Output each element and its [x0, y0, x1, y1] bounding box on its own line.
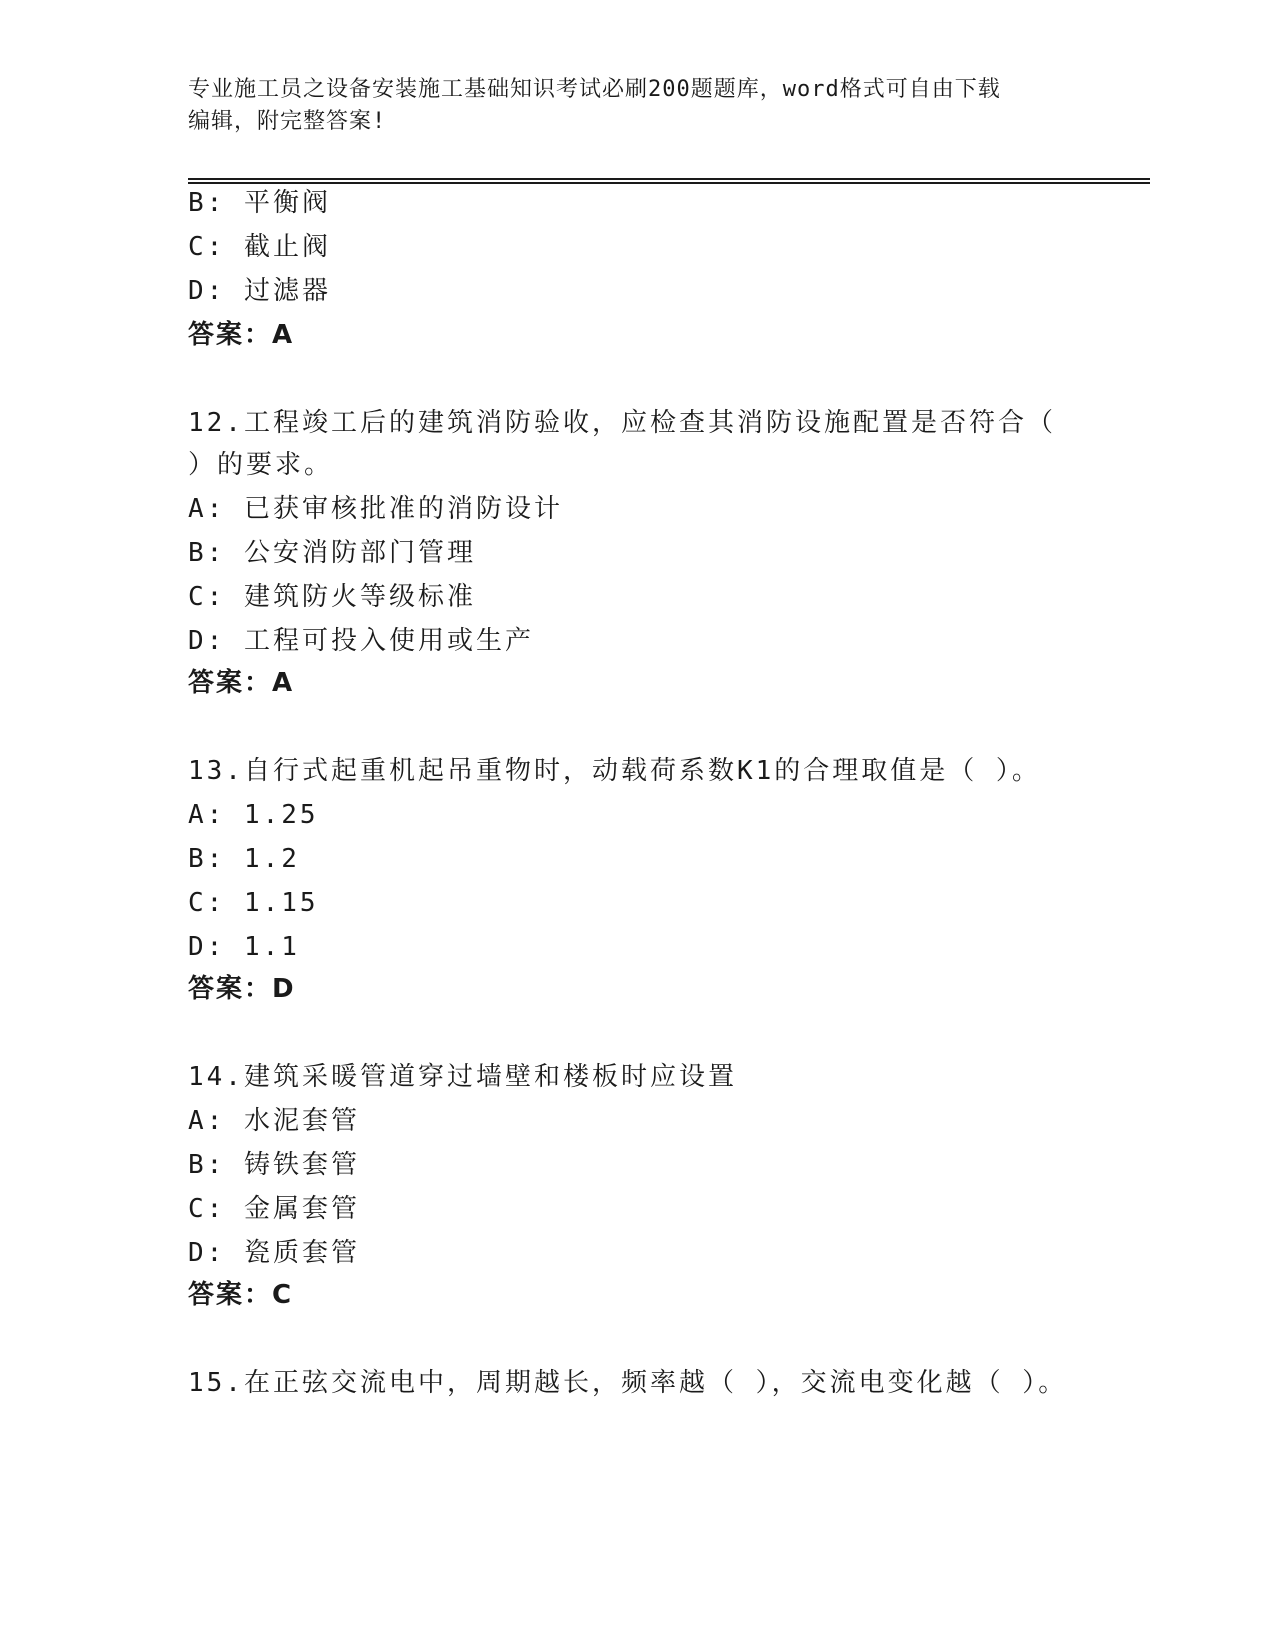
q13-question: 13.自行式起重机起吊重物时，动载荷系数K1的合理取值是（ ）。: [188, 756, 1041, 786]
q13-option-b: B: 1.2: [188, 844, 300, 874]
q12-answer: 答案：A: [188, 668, 295, 698]
header-title-line-1: 专业施工员之设备安装施工基础知识考试必刷200题题库，word格式可自由下载: [188, 77, 1001, 102]
header-divider-top: [188, 178, 1150, 180]
q13-option-d: D: 1.1: [188, 932, 300, 962]
q14-question: 14.建筑采暖管道穿过墙壁和楼板时应设置: [188, 1062, 737, 1092]
q13-option-c: C: 1.15: [188, 888, 319, 918]
q14-option-a: A: 水泥套管: [188, 1106, 360, 1136]
header-divider-bottom: [188, 182, 1150, 184]
q11-answer: 答案：A: [188, 320, 295, 350]
q11-option-d: D: 过滤器: [188, 276, 331, 306]
q14-option-b: B: 铸铁套管: [188, 1150, 360, 1180]
q12-option-c: C: 建筑防火等级标准: [188, 582, 476, 612]
header-title-line-2: 编辑，附完整答案!: [188, 109, 387, 134]
q12-question-line-2: ）的要求。: [188, 450, 334, 480]
q13-answer: 答案：D: [188, 974, 296, 1004]
q15-question: 15.在正弦交流电中，周期越长，频率越（ ），交流电变化越（ ）。: [188, 1368, 1068, 1398]
q14-answer: 答案：C: [188, 1280, 294, 1310]
q12-option-d: D: 工程可投入使用或生产: [188, 626, 534, 656]
q14-option-d: D: 瓷质套管: [188, 1238, 360, 1268]
document-header: [188, 74, 1088, 138]
q12-option-b: B: 公安消防部门管理: [188, 538, 476, 568]
q11-option-b: B: 平衡阀: [188, 188, 331, 218]
q11-option-c: C: 截止阀: [188, 232, 331, 262]
q12-option-a: A: 已获审核批准的消防设计: [188, 494, 563, 524]
q13-option-a: A: 1.25: [188, 800, 319, 830]
q14-option-c: C: 金属套管: [188, 1194, 360, 1224]
q12-question-line-1: 12.工程竣工后的建筑消防验收，应检查其消防设施配置是否符合（: [188, 408, 1056, 438]
